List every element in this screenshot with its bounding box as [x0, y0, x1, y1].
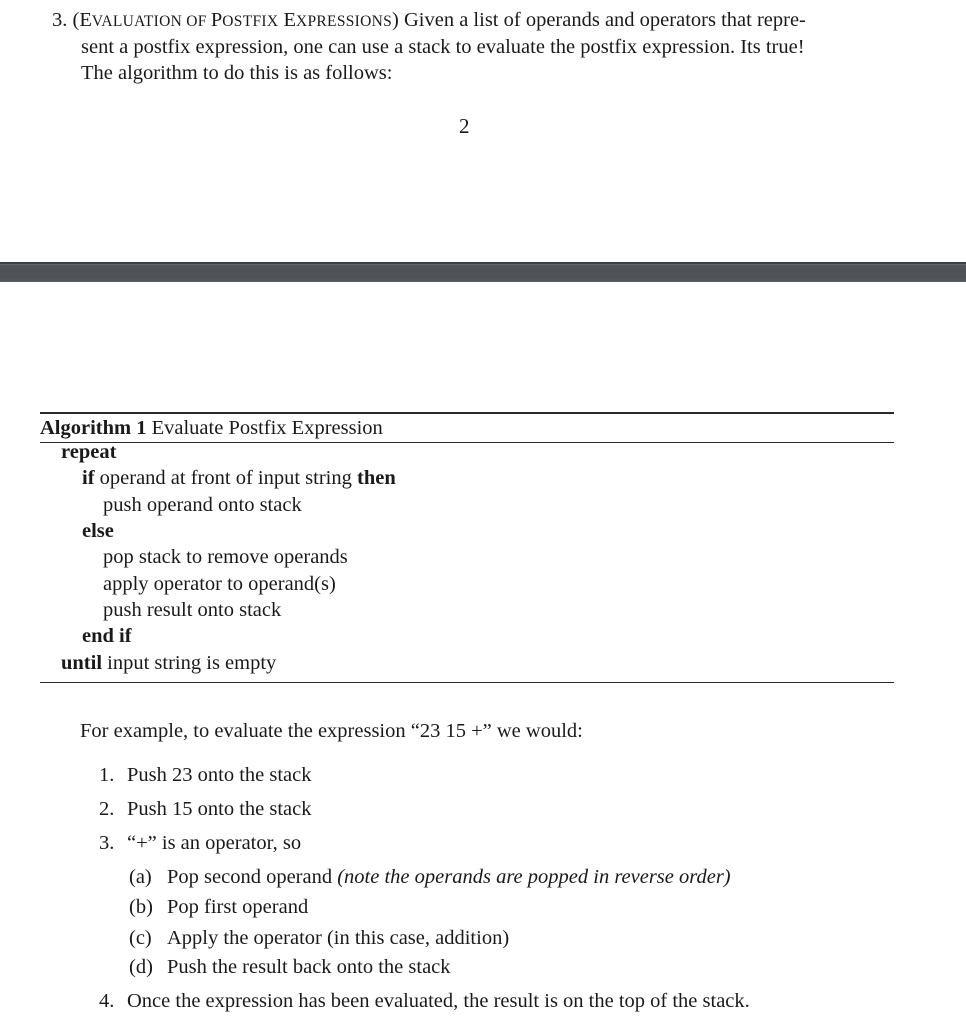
algorithm-title: Evaluate Postfix Expression [146, 417, 383, 439]
problem-number: 3. [52, 9, 68, 31]
substep-marker-a: (a) [129, 866, 152, 888]
step-marker-4: 4. [99, 990, 115, 1012]
keyword-until: until [61, 652, 103, 674]
keyword-then: then [357, 467, 396, 489]
substep-text-b: Pop first operand [167, 896, 309, 918]
problem-statement-line-1 [52, 7, 806, 35]
algorithm-line-push-operand: push operand onto stack [103, 494, 302, 516]
keyword-else: else [82, 520, 114, 542]
algorithm-line-else [82, 518, 114, 544]
algorithm-line-pop-stack: pop stack to remove operands [103, 546, 348, 568]
substep-note-a: (note the operands are popped in reverse order) [337, 866, 731, 888]
substep-text-c: Apply the operator (in this case, addition) [167, 927, 510, 949]
algorithm-line-repeat [61, 439, 116, 465]
step-text-4: Once the expression has been evaluated, the result is on the top of the stack. [127, 990, 750, 1012]
algorithm-label: Algorithm 1 [40, 417, 147, 439]
page-number: 2 [459, 114, 470, 138]
step-marker-1: 1. [99, 764, 115, 786]
step-text-2: Push 15 onto the stack [127, 798, 312, 820]
step-text-3: “+” is an operator, so [127, 832, 302, 854]
substep-marker-b: (b) [129, 896, 153, 918]
algorithm-line-push-result: push result onto stack [103, 599, 282, 621]
page-break-divider [0, 262, 966, 282]
substep-marker-d: (d) [129, 956, 153, 978]
example-intro: For example, to evaluate the expression “23 15 +” we would: [80, 720, 583, 742]
keyword-if: if [82, 467, 95, 489]
algorithm-caption [40, 414, 383, 442]
step-marker-2: 2. [99, 798, 115, 820]
keyword-repeat: repeat [61, 441, 117, 463]
algorithm-line-end-if [82, 623, 132, 649]
problem-text-line-3: The algorithm to do this is as follows: [81, 62, 393, 84]
substep-marker-c: (c) [129, 927, 152, 949]
problem-text-line-1: Given a list of operands and operators that repre- [398, 9, 806, 31]
algorithm-bottom-rule [40, 682, 894, 683]
algorithm-line-apply-operator: apply operator to operand(s) [103, 573, 336, 595]
keyword-end-if: end if [82, 625, 132, 647]
algorithm-line-if: if operand at front of input string then [82, 467, 396, 489]
step-text-1: Push 23 onto the stack [127, 764, 312, 786]
substep-text-a: Pop second operand (note the operands are popped in reverse order) [167, 866, 731, 888]
algorithm-caption-rule [40, 442, 894, 443]
substep-text-d: Push the result back onto the stack [167, 956, 451, 978]
problem-text-line-2: sent a postfix expression, one can use a stack to evaluate the postfix expression. Its true! [81, 36, 805, 58]
algorithm-line-until: until input string is empty [61, 652, 277, 674]
step-marker-3: 3. [99, 832, 115, 854]
problem-title: (EVALUATION OF POSTFIX EXPRESSIONS) [72, 9, 399, 31]
